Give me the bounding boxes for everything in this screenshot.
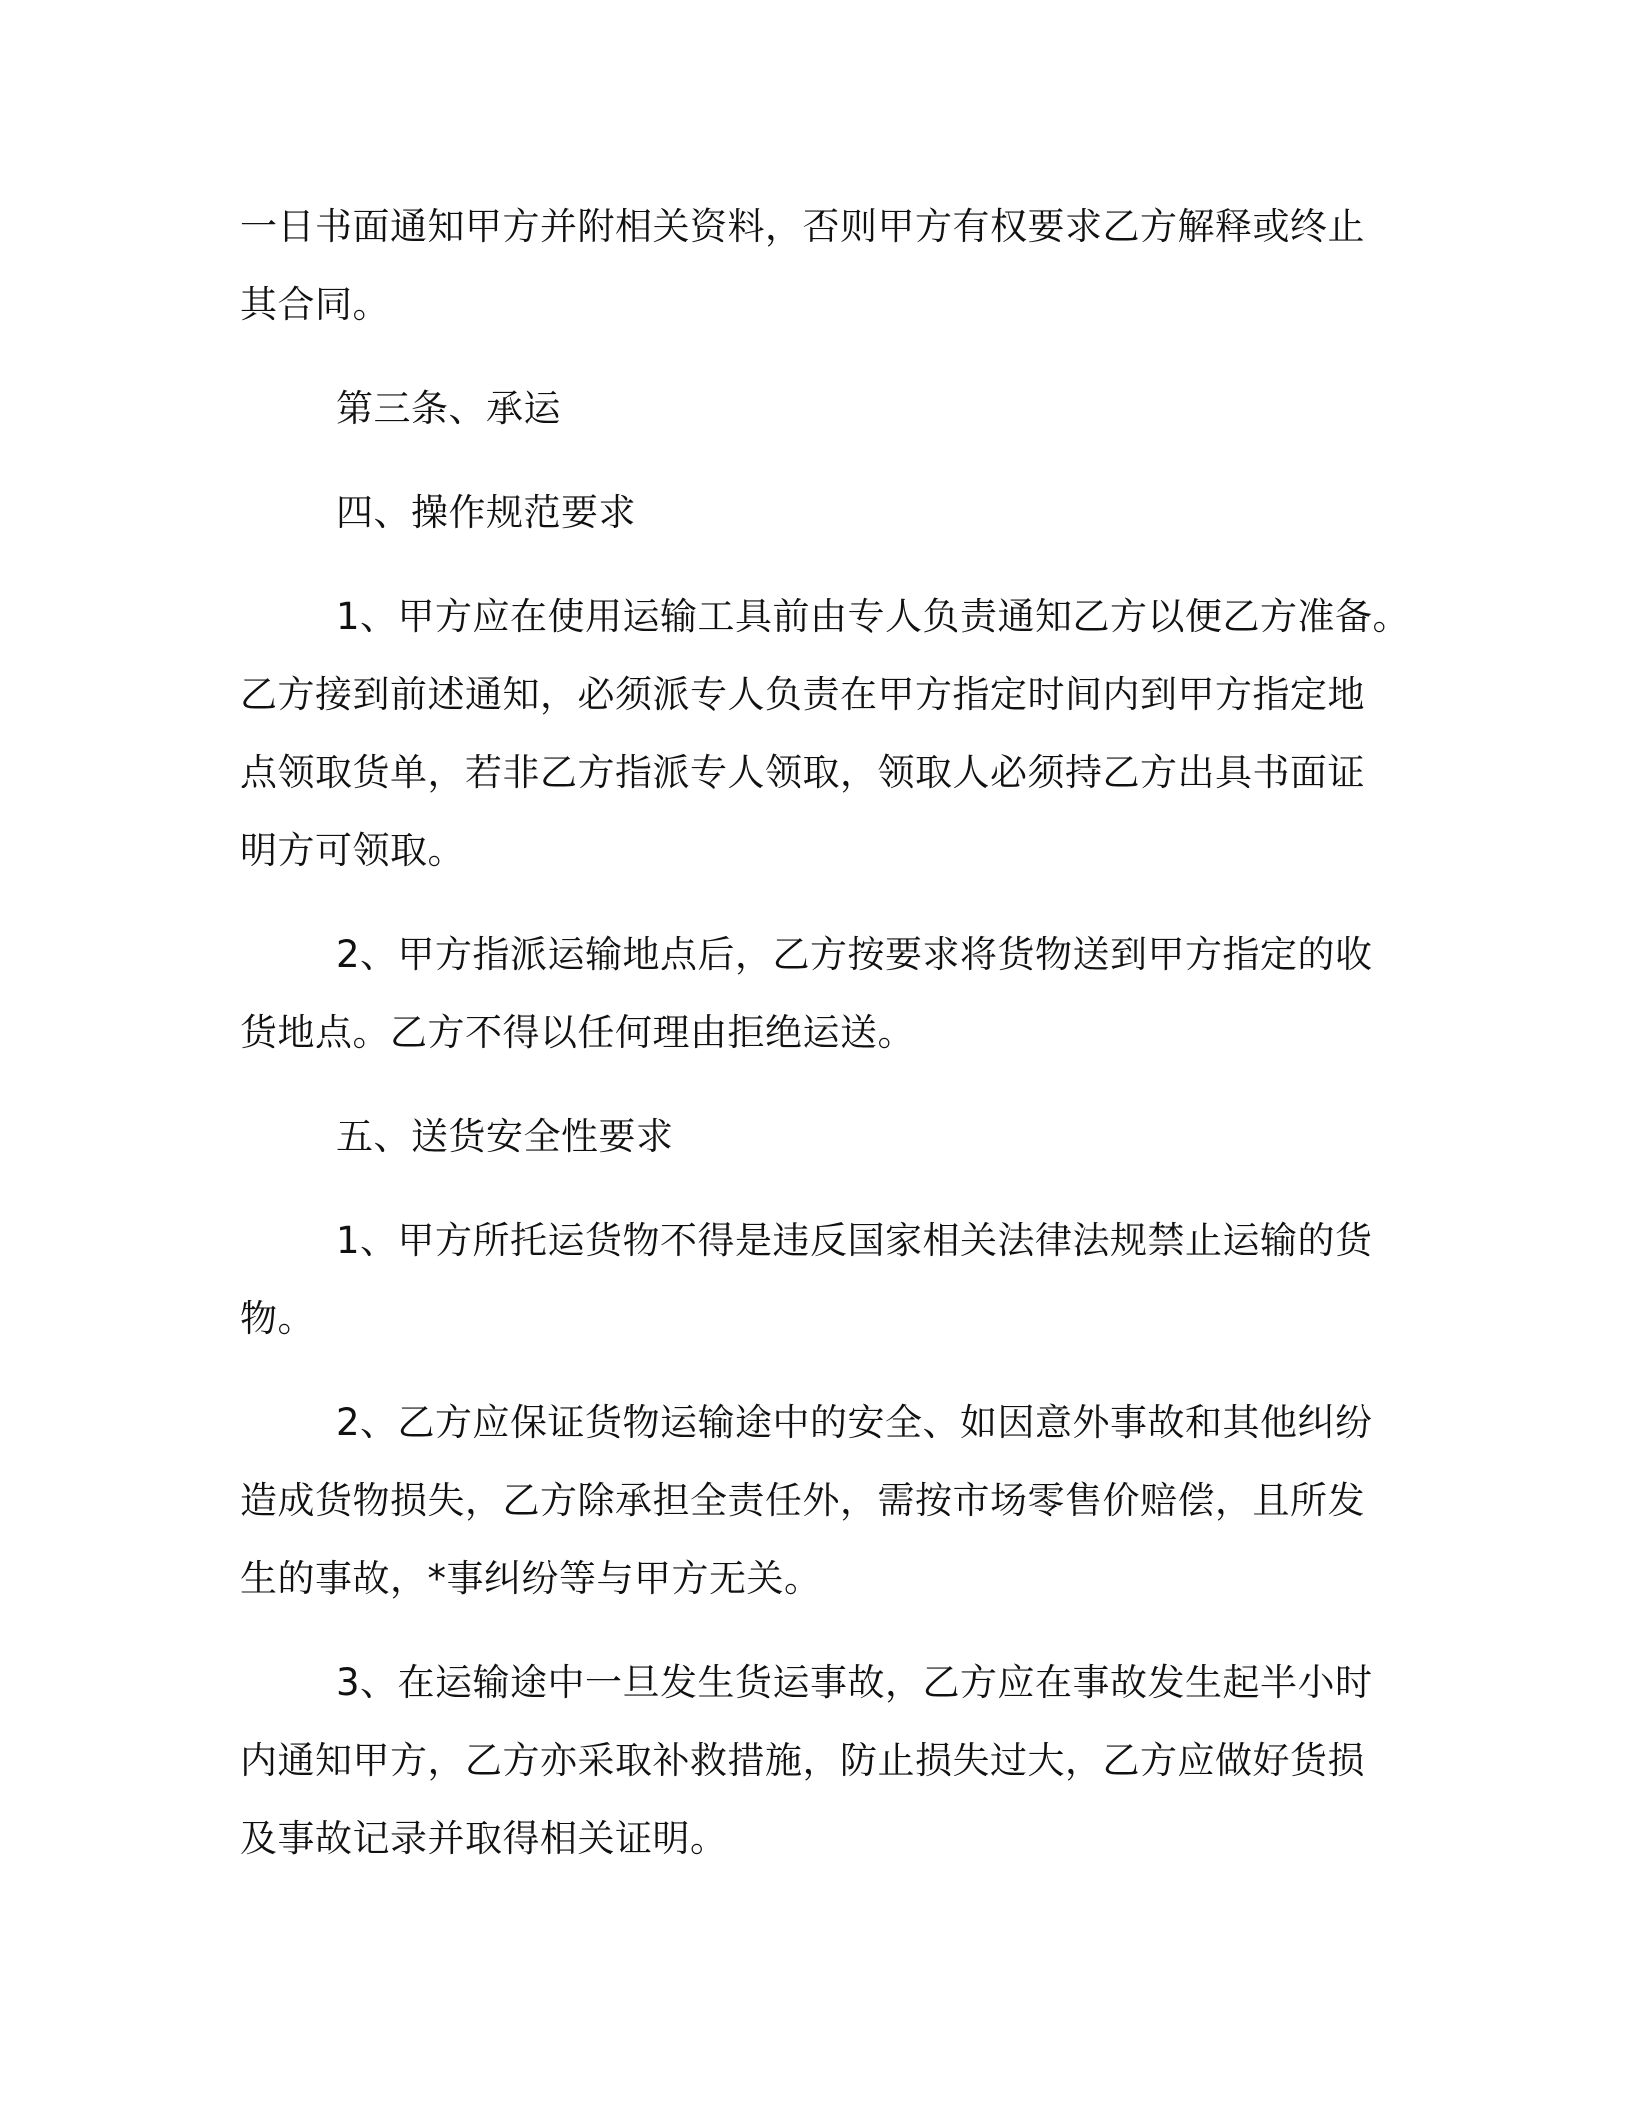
section-heading-article-3	[240, 370, 1360, 448]
paragraph-item-1-notification	[240, 578, 1411, 890]
text-line: 3、在运输途中一旦发生货运事故，乙方应在事故发生起半小时	[336, 1661, 1373, 1704]
paragraph-safety-item-1	[240, 1202, 1373, 1358]
paragraph-notice-continuation	[240, 188, 1365, 344]
text-line: 内通知甲方，乙方亦采取补救措施，防止损失过大，乙方应做好货损	[240, 1739, 1365, 1782]
text-line: 2、甲方指派运输地点后，乙方按要求将货物送到甲方指定的收	[336, 933, 1373, 976]
text-line: 其合同。	[240, 283, 390, 326]
paragraph-item-2-delivery-location	[240, 916, 1373, 1072]
paragraph-safety-item-3	[240, 1644, 1373, 1878]
text-line: 1、甲方所托运货物不得是违反国家相关法律法规禁止运输的货	[336, 1219, 1373, 1262]
section-heading-safety-requirements	[240, 1098, 1360, 1176]
text-line: 货地点。乙方不得以任何理由拒绝运送。	[240, 1011, 915, 1054]
text-line: 一日书面通知甲方并附相关资料，否则甲方有权要求乙方解释或终止	[240, 205, 1365, 248]
document-body	[240, 188, 1411, 1904]
text-line: 及事故记录并取得相关证明。	[240, 1817, 728, 1860]
text-line: 乙方接到前述通知，必须派专人负责在甲方指定时间内到甲方指定地	[240, 673, 1365, 716]
heading-text: 五、送货安全性要求	[336, 1115, 674, 1158]
text-line: 1、甲方应在使用运输工具前由专人负责通知乙方以便乙方准备。	[336, 595, 1411, 638]
section-heading-operation-requirements	[240, 474, 1360, 552]
text-line: 明方可领取。	[240, 829, 465, 872]
text-line: 物。	[240, 1297, 315, 1340]
heading-text: 第三条、承运	[336, 387, 561, 430]
text-line: 生的事故，*事纠纷等与甲方无关。	[240, 1557, 822, 1600]
text-line: 点领取货单，若非乙方指派专人领取，领取人必须持乙方出具书面证	[240, 751, 1365, 794]
text-line: 造成货物损失，乙方除承担全责任外，需按市场零售价赔偿，且所发	[240, 1479, 1365, 1522]
paragraph-safety-item-2	[240, 1384, 1373, 1618]
heading-text: 四、操作规范要求	[336, 491, 636, 534]
text-line: 2、乙方应保证货物运输途中的安全、如因意外事故和其他纠纷	[336, 1401, 1373, 1444]
